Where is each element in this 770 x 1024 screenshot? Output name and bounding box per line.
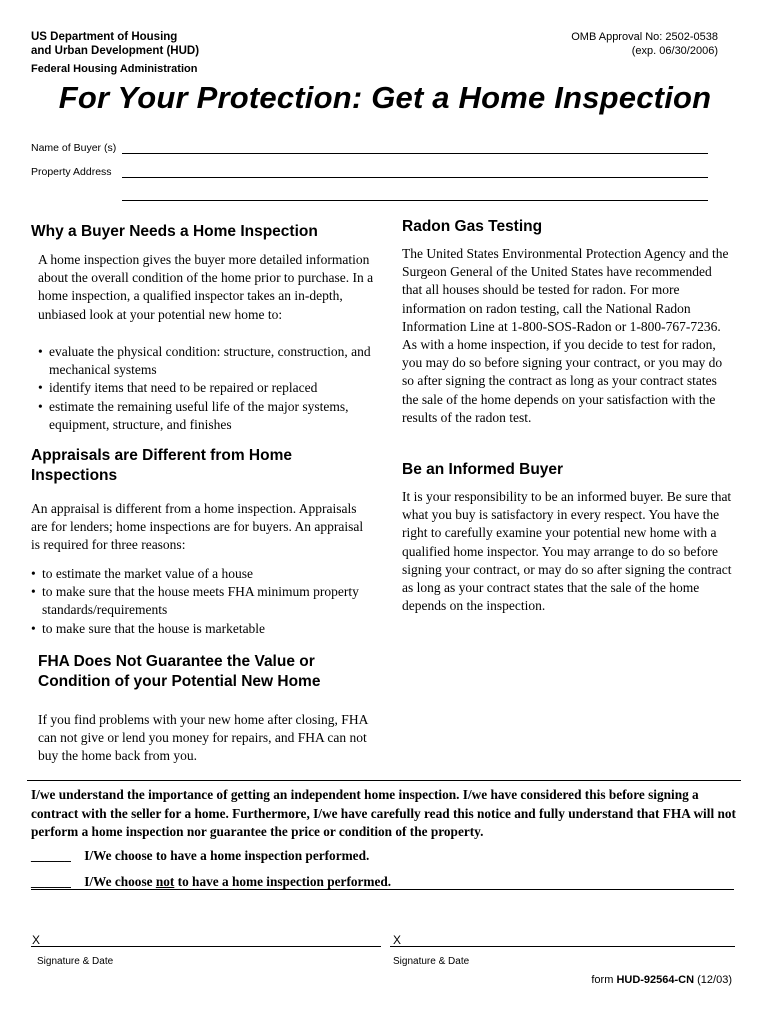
why-inspection-text: A home inspection gives the buyer more detailed information about the overall condition of the home prior to purchase. In a home inspection, a qualified inspector takes an in-depth, unbiased look at your potential new home to: (38, 252, 374, 322)
omb-approval (571, 30, 718, 58)
property-address-field-2[interactable] (122, 200, 708, 201)
list-item: • to make sure that the house meets FHA minimum property standards/requirements (31, 584, 359, 618)
property-address-field[interactable] (122, 177, 708, 178)
signature-x-1: X (32, 933, 41, 947)
choice-no-inspection-prefix: I/We choose (84, 874, 156, 889)
agency-line-1: US Department of Housing (31, 31, 178, 43)
radon-text: The United States Environmental Protection Agency and the Surgeon General of the United States have recommended that all houses should be tested for radon. For more information on radon testing, call the National Radon Information Line at 1-800-SOS-Radon or 1-800-767-7236. As with a home inspection, if you decide to test for radon, you may do so before signing your contract, or you may do so after signing the contract as long as your contract states the sale of the home depends on your satisfaction with the results of the radon test. (402, 246, 729, 425)
appraisal-text: An appraisal is different from a home inspection. Appraisals are for lenders; home inspections are for buyers. An appraisal is required for three reasons: (31, 501, 364, 553)
omb-number: OMB Approval No: 2502-0538 (571, 31, 718, 43)
signature-field-2[interactable] (390, 946, 735, 947)
signature-x-2: X (393, 933, 402, 947)
appraisal-list (31, 565, 376, 638)
appraisal-heading: Appraisals are Different from Home Inspections (31, 447, 292, 484)
choice-no-emphasis: not (155, 874, 175, 889)
fha-guarantee-text: If you find problems with your new home after closing, FHA can not give or lend you money for repairs, and FHA can not buy the home back from you. (38, 712, 368, 764)
form-date: (12/03) (694, 974, 732, 986)
list-item: • identify items that need to be repaired or replaced (38, 380, 318, 396)
omb-expiration: (exp. 06/30/2006) (631, 45, 718, 57)
choice-no-inspection-suffix: to have a home inspection performed. (174, 874, 392, 889)
choice-blank[interactable]: ______ (31, 848, 71, 863)
why-inspection-list (38, 343, 383, 434)
choice-have-inspection-label: I/We choose to have a home inspection performed. (84, 848, 370, 863)
radon-heading: Radon Gas Testing (402, 218, 543, 235)
form-code: HUD-92564-CN (616, 974, 695, 986)
administration-name: Federal Housing Administration (31, 63, 198, 75)
form-number (591, 974, 732, 986)
list-item: • to make sure that the house is marketable (31, 620, 266, 636)
agency-line-2: and Urban Development (HUD) (31, 45, 200, 57)
signature-label-2: Signature & Date (393, 956, 470, 967)
buyer-name-label: Name of Buyer (s) (31, 142, 117, 154)
choice-have-inspection[interactable] (31, 848, 369, 864)
buyer-name-field[interactable] (122, 153, 708, 154)
section-divider (27, 780, 741, 781)
form-prefix: form (591, 974, 617, 986)
signature-label-1: Signature & Date (37, 956, 114, 967)
informed-buyer-heading: Be an Informed Buyer (402, 461, 564, 478)
list-item: • evaluate the physical condition: structure, construction, and mechanical systems (38, 344, 371, 378)
choice-underline (31, 889, 734, 890)
agency-name (31, 30, 199, 58)
choice-blank[interactable]: ______ (31, 874, 71, 889)
list-item: • to estimate the market value of a house (31, 566, 254, 581)
why-inspection-heading: Why a Buyer Needs a Home Inspection (31, 223, 318, 240)
list-item: • estimate the remaining useful life of the major systems, equipment, structure, and finishes (38, 398, 349, 432)
informed-buyer-text: It is your responsibility to be an informed buyer. Be sure that what you buy is satisfactory in every respect. You have the right to carefully examine your potential new home with a qualified home inspector. You may arrange to do so before signing your contract, or may do so after signing the contract as long as your contract states that the sale of the home depends on the inspection. (402, 489, 732, 614)
fha-guarantee-heading: FHA Does Not Guarantee the Value or Condition of your Potential New Home (38, 653, 321, 690)
acknowledgement-text: I/we understand the importance of getting an independent home inspection. I/we have considered this before signing a contract with the seller for a home. Furthermore, I/we have carefully read this notice and fully understand that FHA will not perform a home inspection nor guarantee the price or condition of the property. (31, 787, 736, 839)
choice-no-inspection[interactable] (31, 874, 391, 890)
property-address-label: Property Address (31, 166, 112, 178)
page-title: For Your Protection: Get a Home Inspection (58, 80, 712, 115)
signature-field-1[interactable] (31, 946, 381, 947)
